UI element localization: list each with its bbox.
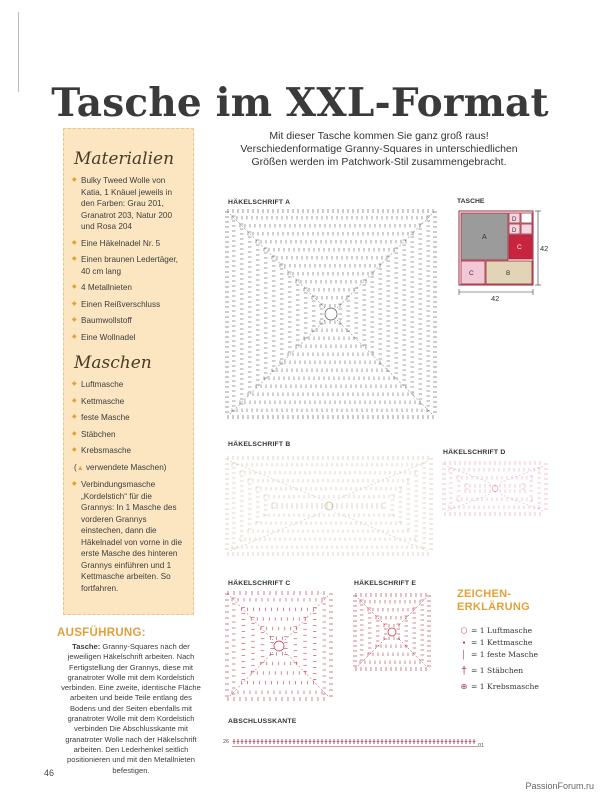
center-ring xyxy=(388,628,396,636)
subtitle xyxy=(224,130,534,169)
maschen-heading: Maschen xyxy=(74,353,152,373)
legend-title: ZEICHEN- ERKLÄRUNG xyxy=(457,588,530,613)
stitch-mark xyxy=(230,512,323,551)
used-stitches-note: (▲ verwendete Maschen) xyxy=(74,462,167,472)
chart-e-diagram xyxy=(352,592,432,672)
ausfuehrung-heading: AUSFÜHRUNG: xyxy=(57,627,146,639)
single-crochet-icon: │ xyxy=(461,650,467,659)
piece-d-label: D xyxy=(512,228,517,234)
piece-d-label: D xyxy=(512,217,517,223)
subtitle-line: Mit dieser Tasche kommen Sie ganz groß raus! xyxy=(269,130,489,142)
stitch-mark xyxy=(337,214,432,308)
materialien-heading: Materialien xyxy=(74,149,175,169)
list-item: ◆ feste Masche xyxy=(72,412,187,424)
chart-b-diagram xyxy=(224,455,434,557)
legend-row: │ = 1 feste Masche xyxy=(457,649,577,660)
edge-end-number: 01 xyxy=(478,743,485,748)
stitch-mark xyxy=(285,596,328,640)
list-item: ◆ Bulky Tweed Wolle von Katia, 1 Knäuel jeweils in den Farben: Grau 201, Granatrot 203, Natur 200 und Rosa 204 xyxy=(72,175,187,233)
piece-b-label: B xyxy=(506,270,511,277)
piece-c-label: C xyxy=(517,244,522,251)
piece-d-3 xyxy=(521,224,532,234)
list-item: ◆ Verbindungsmasche „Kordelstich“ für die Grannys: In 1 Masche des vorderen Grannys einstechen, dann die Häkelnadel von vorne in die erste Masche des hinteren Grannys einführen und 1 Kettmasche arbeiten. So fortfahren. xyxy=(72,479,187,594)
edge-diagram xyxy=(222,734,488,748)
legend-row: † = 1 Stäbchen xyxy=(457,664,577,677)
stitch-mark xyxy=(358,598,386,626)
piece-a-label: A xyxy=(482,234,487,241)
stitch-mark xyxy=(335,512,428,551)
chart-c-label: HÄKELSCHRIFT C xyxy=(228,580,291,587)
subtitle-line: Größen werden im Patchwork-Stil zusammengebracht. xyxy=(251,156,507,168)
page-number: 46 xyxy=(44,768,55,778)
stitch-mark xyxy=(230,320,325,414)
list-item: ◆ Baumwollstoff xyxy=(72,315,187,327)
stitch-mark xyxy=(447,466,489,483)
chart-b-label: HÄKELSCHRIFT B xyxy=(228,441,291,448)
tasche-layout xyxy=(458,210,548,302)
ausfuehrung-text: Tasche: Granny-Squares nach der jeweiligen Häkelschrift arbeiten. Nach Fertigstellung der Grannys, diese mit granatroter Wolle mit dem Kordelstich verbinden. Eine zweite, identische Fläche arbeiten und beide Teile entlang des Bodens und der Seiten ebenfalls mit granatroter Wolle mit dem Kordelstich verbinden Die Abschlusskante mit granatroter Wolle nach der Häkelschrift arbeiten. Den Lederhenkel seitlich positionieren und mit den Metallnieten befestigen. xyxy=(61,642,201,775)
chain-stitch-icon: ◯ xyxy=(460,628,468,634)
chart-a-label: HÄKELSCHRIFT A xyxy=(228,199,291,206)
stitch-mark xyxy=(501,495,543,512)
list-item: ◆ Stäbchen xyxy=(72,429,187,441)
stitch-mark xyxy=(230,461,323,500)
list-item: ◆ Einen braunen Ledertäger, 40 cm lang xyxy=(72,254,187,277)
stitch-mark xyxy=(285,652,328,696)
edge-start-number: 26 xyxy=(223,739,230,745)
stitch-mark xyxy=(335,461,428,500)
stitch-mark xyxy=(501,466,543,483)
list-item: ◆ Luftmasche xyxy=(72,379,187,391)
chart-d-label: HÄKELSCHRIFT D xyxy=(443,449,506,456)
dim-bottom-label: 42 xyxy=(491,294,500,302)
piece-c-label: C xyxy=(469,270,474,277)
list-item: ◆ 4 Metallnieten xyxy=(72,282,187,294)
stitch-mark xyxy=(398,638,426,666)
piece-blank xyxy=(521,213,532,223)
list-item: ◆ Kettmasche xyxy=(72,396,187,408)
center-ring xyxy=(325,308,337,320)
slip-stitch-icon: ● xyxy=(462,639,466,646)
watermark: PassionForum.ru xyxy=(525,781,594,791)
legend-row: ● = 1 Kettmasche xyxy=(457,637,577,648)
stitch-mark xyxy=(230,214,325,308)
stitch-mark xyxy=(230,652,273,696)
chart-c-diagram xyxy=(224,590,334,702)
stitch-mark xyxy=(447,495,489,512)
symbol-legend xyxy=(457,625,577,693)
dim-side-label: 42 xyxy=(540,244,548,253)
tasche-label: TASCHE xyxy=(457,198,485,205)
crab-stitch-icon: ⊕ xyxy=(460,682,468,691)
double-crochet-icon: † xyxy=(460,664,468,677)
stitch-mark xyxy=(337,320,432,414)
chart-e-label: HÄKELSCHRIFT E xyxy=(354,580,417,587)
legend-row: ◯ = 1 Luftmasche xyxy=(457,625,577,636)
list-item: ◆ Einen Reißverschluss xyxy=(72,299,187,311)
list-item: ◆ Eine Wollnadel xyxy=(72,332,187,344)
subtitle-line: Verschiedenformatige Granny-Squares in unterschiedlichen xyxy=(240,143,518,155)
center-ring xyxy=(274,641,284,651)
legend-row: ⊕ = 1 Krebsmasche xyxy=(457,681,577,692)
edge-label: ABSCHLUSSKANTE xyxy=(228,718,297,725)
list-item: ◆ Eine Häkelnadel Nr. 5 xyxy=(72,238,187,250)
materials-panel xyxy=(63,128,194,615)
chart-a-diagram xyxy=(224,208,438,420)
stitch-mark xyxy=(398,598,426,626)
materials-list xyxy=(64,175,193,343)
stitch-mark xyxy=(230,596,273,640)
list-item: ◆ Krebsmasche xyxy=(72,445,187,457)
stitch-mark xyxy=(358,638,386,666)
stitches-list xyxy=(64,379,193,594)
triangle-icon: ▲ xyxy=(76,464,84,472)
page-title: Tasche im XXL-Format xyxy=(51,80,549,126)
chart-d-diagram xyxy=(441,460,549,517)
